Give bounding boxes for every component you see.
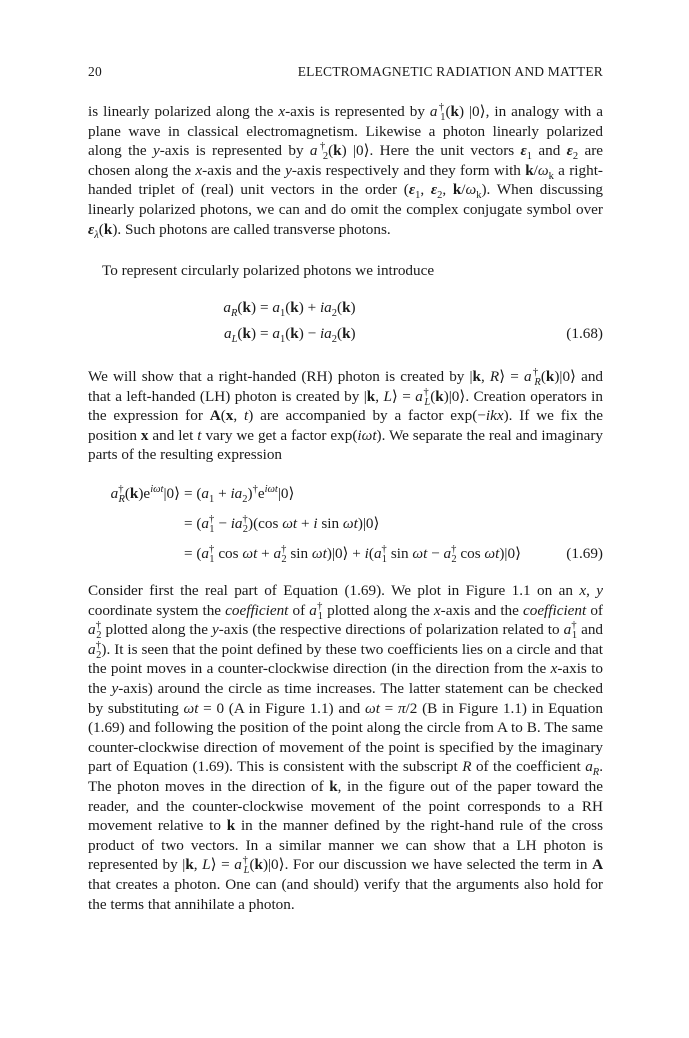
paragraph-figure-discussion: Consider first the real part of Equation (1.69). We plot in Figure 1.1 on an x, y coordinate system the coefficient of $a^\dagger_1$ plotted along the x-axis and the coefficient of $a^\dagger_2$ plotted along the y-axis (the respective directions of polarization related to $a^\dagger_1$ and $a^\dagger_2$). It is seen that the point defined by these two coefficients lies on a circle and that the point moves in a counter-clockwise direction (in the direction from the x-axis to the y-axis) around the circle as time increases. The latter statement can be checked by substituting ωt = 0 (A in Figure 1.1) and ωt = π/2 (B in Figure 1.1) in Equation (1.69) and following the position of the point along the circle from A to B. The same counter-clockwise direction of movement of the point is specified by the imaginary part of Equation (1.69). This is consistent with the subscript R of the coefficient $a_R$. The photon moves in the direction of k, in the figure out of the paper toward the reader, and the counter-clockwise movement of the point corresponds to a RH movement relative to k in the manner defined by the right-hand rule of the cross product of two vectors. In a similar manner we can show that a LH photon is represented by |k, L⟩ = $a^\dagger_L(k)|0⟩$. For our discussion we have selected the term in A that creates a photon. One can (and should) verify that the arguments also hold for the terms that annihilate a photon. (88, 582, 604, 913)
book-page (88, 0, 603, 1038)
equation-1-68-line2: $a_L(k)$ = $a_1(k) - ia_2(k)$ (1.68) (223, 325, 603, 346)
equation-1-69-line1: $a^\dagger_R(k)e^{i\omega t}|0⟩$ = ($a_1$ + $ia_2)^\dagger e^{i\omega t}|0⟩$ (110, 483, 295, 506)
equation-number-1-69: (1.69) (566, 545, 603, 562)
equation-1-69-line3: = ($a^\dagger_1$ $\cos \omega t + a^\dagger_2$ sin ωt)|0⟩ + $i(a^\dagger_1$ $\sin \omega t - a^\dagger_2$ cos ωt)|0⟩ (1.69) (184, 543, 603, 566)
paragraph-handedness: We will show that a right-handed (RH) photon is created by |k, R⟩ = $a^\dagger_R(k)|0⟩$ and that a left-handed (LH) photon is created by |k, L⟩ = $a^\dagger_L(k)|0⟩$. Creation operators in the expression for A(x, t) are accompanied by a factor exp(−ikx). If we fix the position x and let t vary we get a factor exp(iωt). We separate the real and imaginary parts of the resulting expression (88, 366, 604, 464)
paragraph-linear-polarization: is linearly polarized along the x-axis is represented by $a^\dagger_1(k)$ |0⟩, in analogy with a plane wave in classical electromagnetism. Likewise a photon linearly polarized along the y-axis is represented by $a^\dagger_2(k)$ |0⟩. Here the unit vectors $\varepsilon_1$ and $\varepsilon_2$ are chosen along the x-axis and the y-axis respectively and they form with $k/\omega_k$ a right-handed triplet of (real) unit vectors in the order ($\varepsilon_1$, $\varepsilon_2$, $k/\omega_k$). When discussing linearly polarized photons, we can and do omit the complex conjugate symbol over $\varepsilon_\lambda(k)$. Such photons are called transverse photons. (88, 101, 604, 241)
running-title: ELECTROMAGNETIC RADIATION AND MATTER (297, 64, 603, 79)
page-number: 20 (88, 64, 102, 79)
equation-1-68-line1: $a_R(k)$ = $a_1(k) + ia_2(k)$ (223, 299, 356, 320)
equation-number-1-68: (1.68) (566, 325, 603, 342)
paragraph-circular-intro: To represent circularly polarized photons we introduce (102, 262, 435, 279)
equation-1-69-line2: = $(a^\dagger_1 - ia^\dagger_2)(\cos$ ωt + i sin ωt)|0⟩ (184, 513, 380, 536)
